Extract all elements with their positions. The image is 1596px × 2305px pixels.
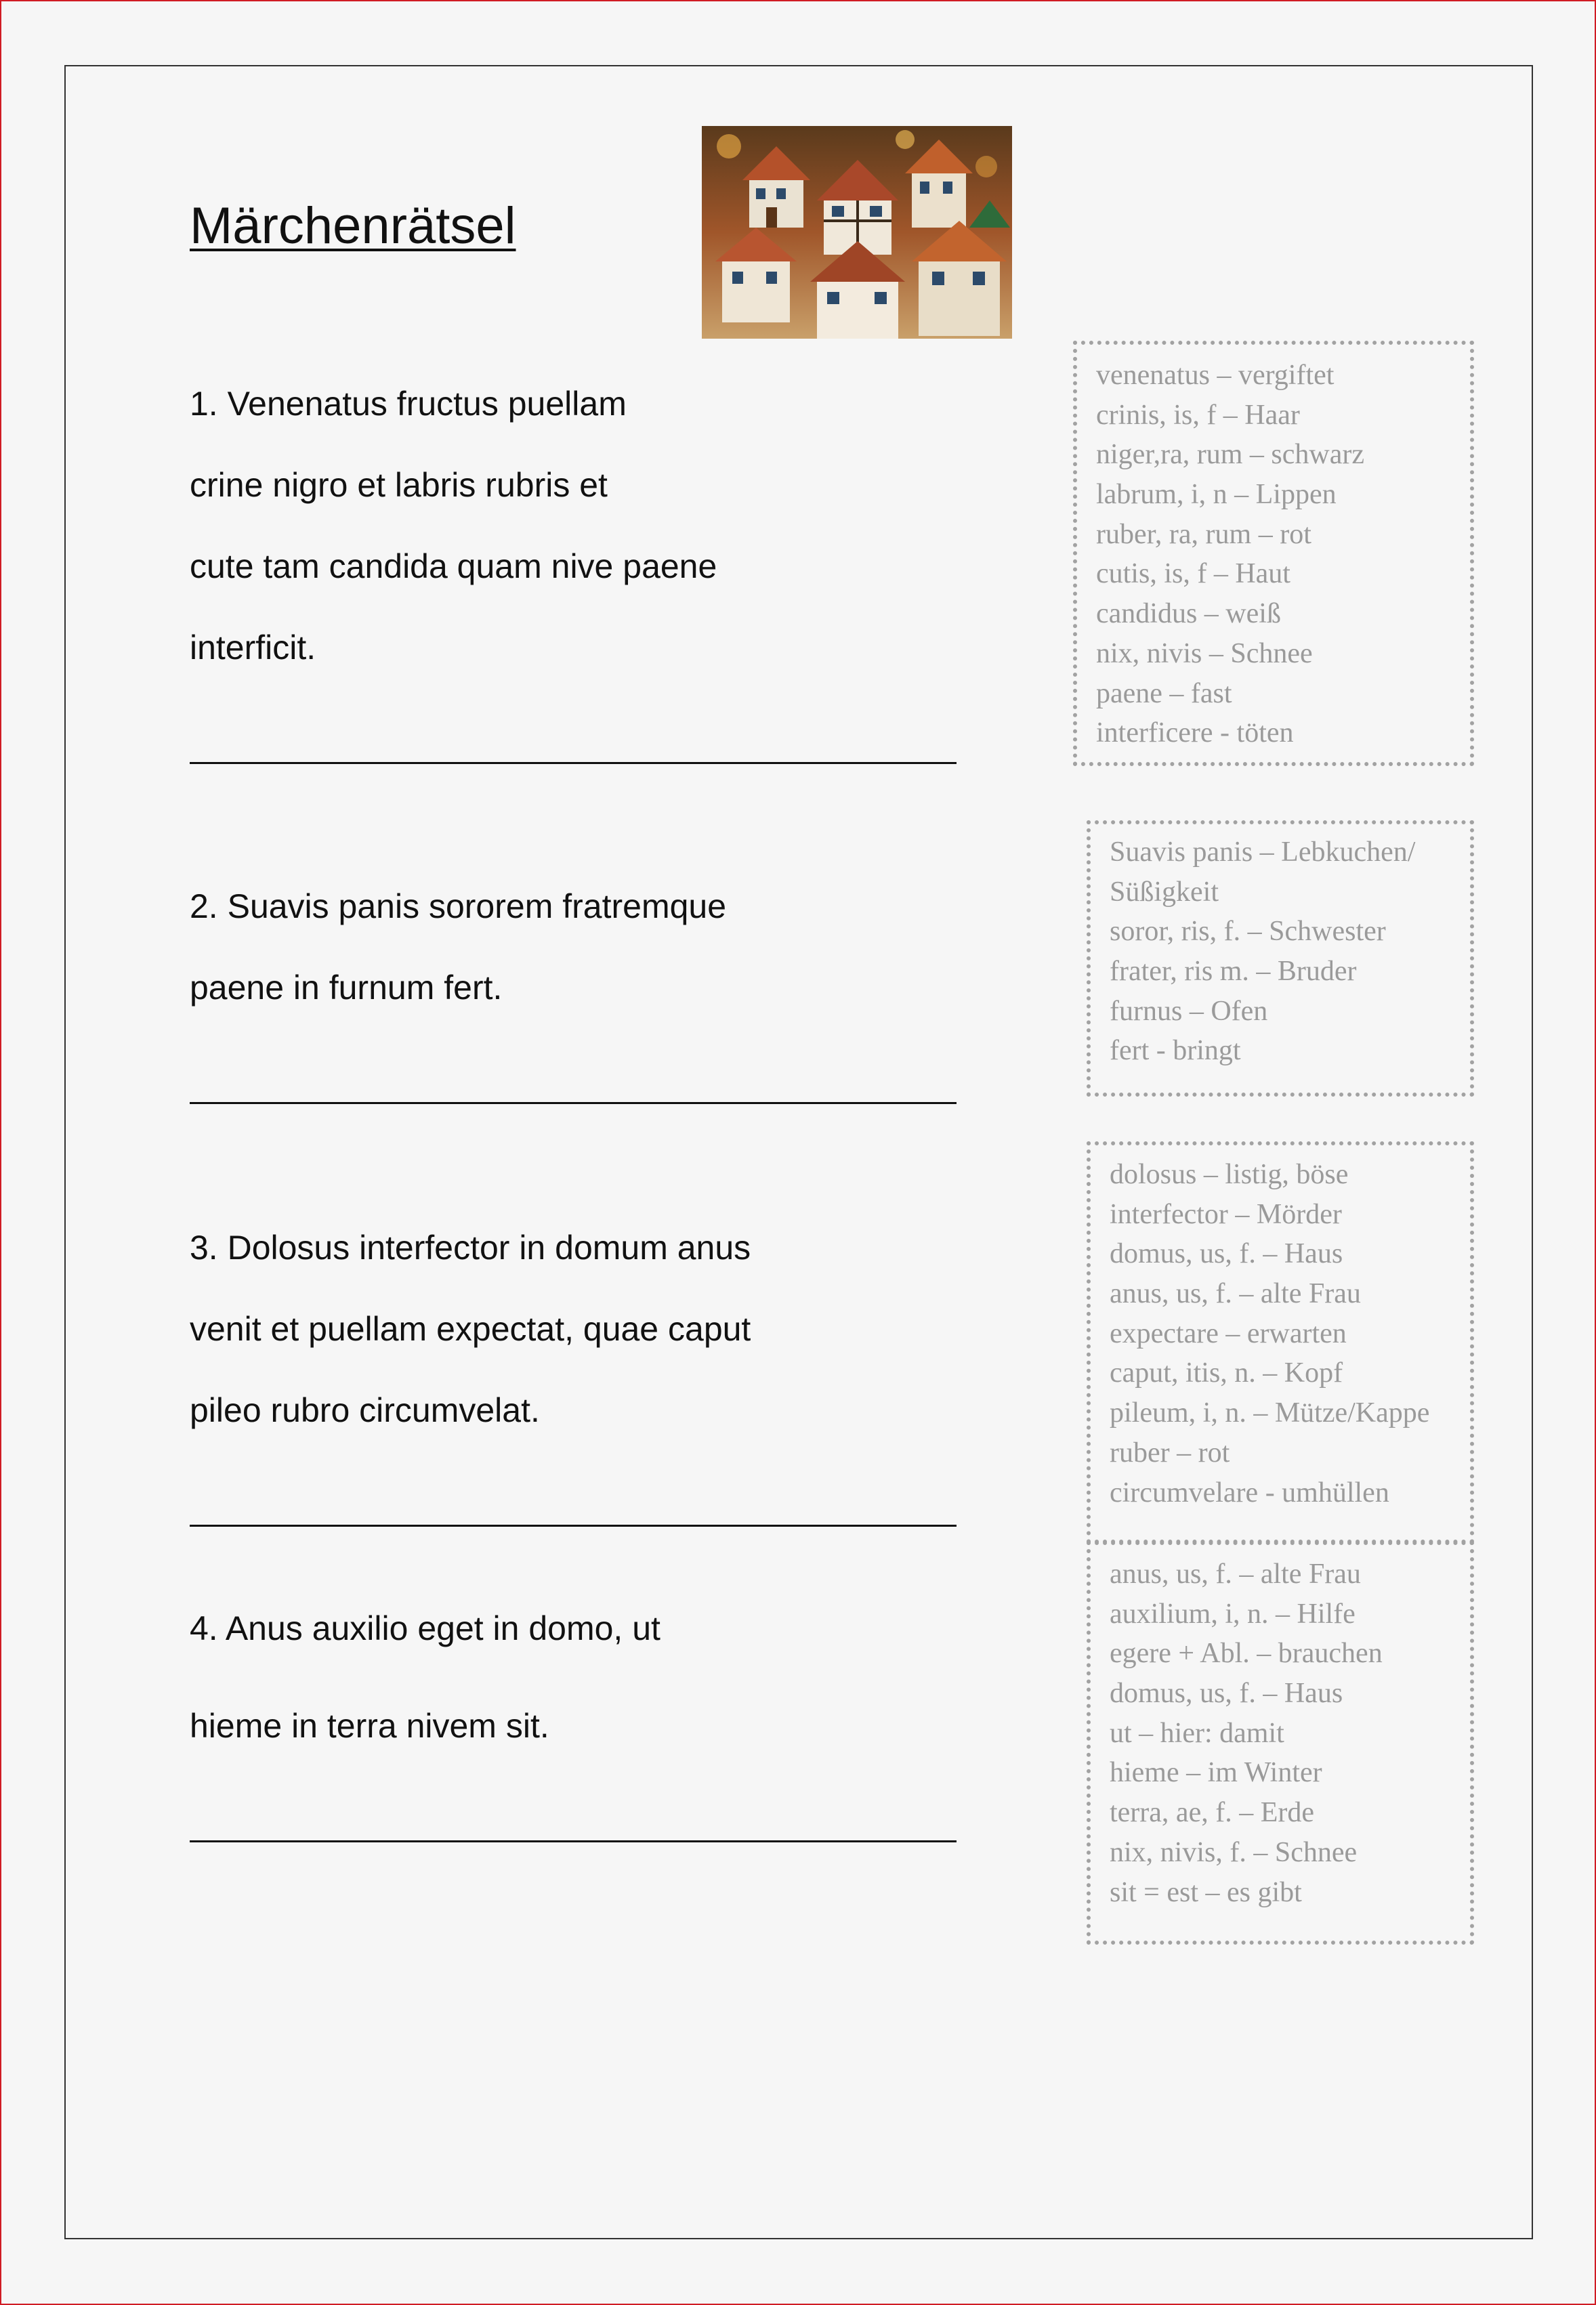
riddle-3-answer-line[interactable] xyxy=(190,1525,957,1527)
vocab-entry: Suavis panis – Lebkuchen/ xyxy=(1110,837,1416,868)
vocab-entry: Süßigkeit xyxy=(1110,876,1219,908)
vocab-entry: candidus – weiß xyxy=(1096,598,1281,630)
vocab-entry: domus, us, f. – Haus xyxy=(1110,1238,1343,1270)
vocab-entry: auxilium, i, n. – Hilfe xyxy=(1110,1598,1356,1630)
riddle-4-answer-line[interactable] xyxy=(190,1840,957,1842)
vocab-box-1 xyxy=(1073,341,1474,766)
riddle-2-line-1: 2. Suavis panis sororem fratremque xyxy=(190,887,727,925)
riddle-4-line-1: 4. Anus auxilio eget in domo, ut xyxy=(190,1609,660,1647)
riddle-3-line-3: pileo rubro circumvelat. xyxy=(190,1391,540,1429)
vocab-entry: egere + Abl. – brauchen xyxy=(1110,1638,1383,1670)
vocab-entry: niger,ra, rum – schwarz xyxy=(1096,439,1364,471)
vocab-entry: furnus – Ofen xyxy=(1110,995,1268,1027)
vocab-box-4 xyxy=(1087,1541,1474,1945)
vocab-entry: ruber – rot xyxy=(1110,1437,1230,1468)
vocab-entry: labrum, i, n – Lippen xyxy=(1096,479,1337,511)
riddle-2-line-2: paene in furnum fert. xyxy=(190,969,503,1007)
vocab-entry: anus, us, f. – alte Frau xyxy=(1110,1278,1361,1310)
vocab-entry: nix, nivis, f. – Schnee xyxy=(1110,1836,1358,1868)
riddle-1-line-3: cute tam candida quam nive paene xyxy=(190,547,717,585)
vocab-entry: frater, ris m. – Bruder xyxy=(1110,956,1357,988)
vocab-box-2 xyxy=(1087,820,1474,1097)
vocab-entry: paene – fast xyxy=(1096,677,1232,709)
vocab-entry: dolosus – listig, böse xyxy=(1110,1159,1349,1190)
vocab-entry: pileum, i, n. – Mütze/Kappe xyxy=(1110,1397,1430,1429)
vocab-entry: fert - bringt xyxy=(1110,1035,1241,1067)
vocab-entry: crinis, is, f – Haar xyxy=(1096,399,1300,431)
riddle-3-line-1: 3. Dolosus interfector in domum anus xyxy=(190,1229,751,1267)
vocab-entry: circumvelare - umhüllen xyxy=(1110,1477,1389,1508)
riddle-1-line-4: interficit. xyxy=(190,629,316,667)
riddle-1-answer-line[interactable] xyxy=(190,762,957,764)
riddle-3-line-2: venit et puellam expectat, quae caput xyxy=(190,1310,751,1348)
vocab-entry: terra, ae, f. – Erde xyxy=(1110,1797,1314,1829)
vocab-entry: interfector – Mörder xyxy=(1110,1198,1342,1230)
worksheet-title: Märchenrätsel xyxy=(190,197,516,255)
vocab-entry: venenatus – vergiftet xyxy=(1096,360,1335,391)
vocab-entry: ut – hier: damit xyxy=(1110,1717,1284,1749)
riddle-1-line-1: 1. Venenatus fructus puellam xyxy=(190,385,627,423)
vocab-entry: hieme – im Winter xyxy=(1110,1757,1322,1789)
vocab-entry: cutis, is, f – Haut xyxy=(1096,558,1290,590)
riddle-1-line-2: crine nigro et labris rubris et xyxy=(190,466,608,504)
vocab-entry: soror, ris, f. – Schwester xyxy=(1110,916,1386,948)
vocab-entry: sit = est – es gibt xyxy=(1110,1876,1302,1908)
riddle-2-answer-line[interactable] xyxy=(190,1102,957,1104)
vocab-entry: expectare – erwarten xyxy=(1110,1317,1347,1349)
vocab-entry: anus, us, f. – alte Frau xyxy=(1110,1559,1361,1590)
vocab-entry: domus, us, f. – Haus xyxy=(1110,1678,1343,1710)
vocab-box-3 xyxy=(1087,1141,1474,1544)
vocab-entry: nix, nivis – Schnee xyxy=(1096,637,1313,669)
riddle-4-line-2: hieme in terra nivem sit. xyxy=(190,1707,549,1745)
village-picture xyxy=(702,126,1012,339)
vocab-entry: ruber, ra, rum – rot xyxy=(1096,518,1311,550)
vocab-entry: caput, itis, n. – Kopf xyxy=(1110,1357,1343,1389)
vocab-entry: interficere - töten xyxy=(1096,717,1294,749)
